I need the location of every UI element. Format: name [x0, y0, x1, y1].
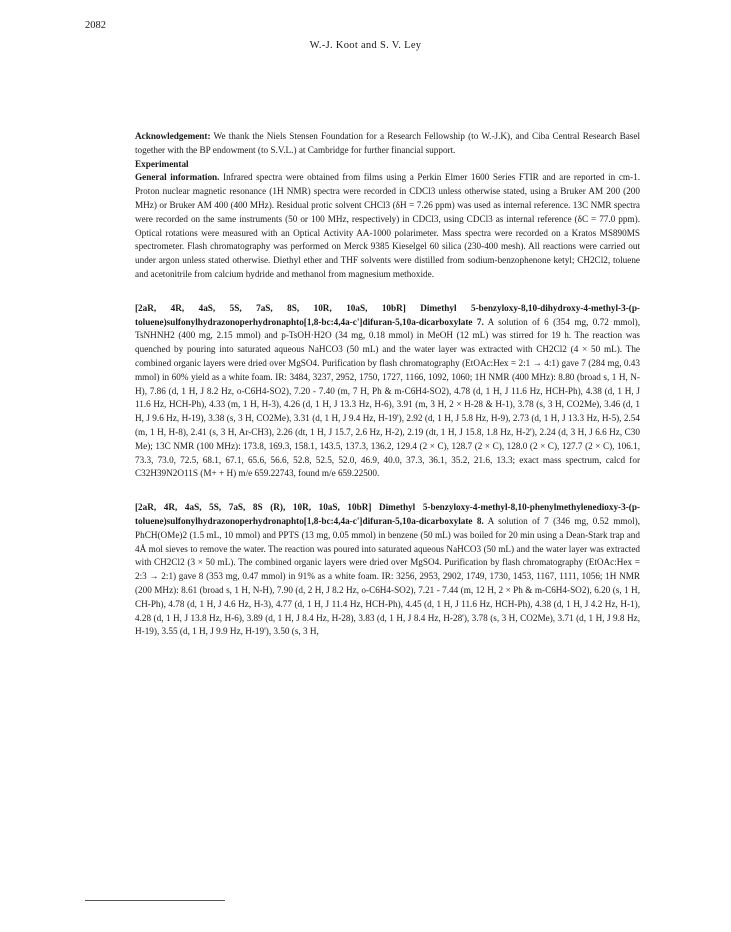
acknowledgement-paragraph	[135, 130, 640, 158]
general-information-paragraph	[135, 171, 640, 281]
compound-8-paragraph	[135, 501, 640, 639]
acknowledgement-text: We thank the Niels Stensen Foundation for a Research Fellowship (to W.-J.K), and Ciba Central Research Basel together with the BP endowment (to S.V.L.) at Cambridge for further financial support.	[135, 131, 640, 155]
compound-8-text: A solution of 7 (346 mg, 0.52 mmol), PhCH(OMe)2 (1.5 mL, 10 mmol) and PPTS (13 mg, 0.05 mmol) in benzene (50 mL) was boiled for 20 min using a Dean-Stark trap and 4Å mol sieves to remove the water. The reaction was poured into saturated aqueous NaHCO3 (50 mL) and the water layer was extracted with CH2Cl2 (3 × 50 mL). The combined organic layers were dried over MgSO4. Purification by flash chromatography (EtOAc:Hex = 2:3 → 2:1) gave 8 (353 mg, 0.47 mmol) in 91% as a white foam. IR: 3256, 2953, 2902, 1749, 1730, 1453, 1167, 1111, 1056; 1H NMR (200 MHz): 8.61 (broad s, 1 H, N-H), 7.90 (d, 2 H, J 8.2 Hz, o-C6H4-SO2), 7.21 - 7.44 (m, 12 H, 2 × Ph & m-C6H4-SO2), 6.20 (s, 1 H, CH-Ph), 4.78 (d, 1 H, J 4.6 Hz, H-3), 4.77 (d, 1 H, J 11.4 Hz, HCH-Ph), 4.45 (d, 1 H, J 11.6 Hz, HCH-Ph), 4.38 (d, 1 H, J 4.2 Hz, H-1), 4.28 (d, 1 H, J 13.8 Hz, H-6), 3.89 (d, 1 H, J 8.4 Hz, H-28), 3.83 (d, 1 H, J 8.4 Hz, H-28'), 3.78 (s, 3 H, CO2Me), 3.71 (d, 1 H, J 9.8 Hz, H-19), 3.55 (d, 1 H, J 9.9 Hz, H-19'), 3.50 (s, 3 H,	[135, 515, 640, 637]
compound-7-paragraph	[135, 302, 640, 481]
general-information-text: Infrared spectra were obtained from films using a Perkin Elmer 1600 Series FTIR and are reported in cm-1. Proton nuclear magnetic resonance (1H NMR) spectra were recorded in CDCl3 unless otherwise stated, using a Bruker AM 200 (200 MHz) or Bruker AM 400 (400 MHz). Residual protic solvent CHCl3 (δH = 7.26 ppm) was used as internal reference. 13C NMR spectra were recorded on the same instruments (50 or 100 MHz, respectively) in CDCl3, using CDCl3 as internal reference (δC = 77.0 ppm). Optical rotations were measured with an Optical Activity AA-1000 polarimeter. Mass spectra were recorded on a Kratos MS890MS spectrometer. Flash chromatography was performed on Merck 9385 Kieselgel 60 silica (230-400 mesh). All reactions were carried out under argon unless stated otherwise. Diethyl ether and THF solvents were distilled from sodium-benzophenone ketyl; CH2Cl2, toluene and acetonitrile from calcium hydride and methanol from magnesium methoxide.	[135, 172, 640, 279]
general-information-label: General information.	[135, 172, 220, 183]
article-body	[135, 130, 640, 639]
page-number: 2082	[85, 20, 106, 31]
compound-7-text: A solution of 6 (354 mg, 0.72 mmol), TsNHNH2 (400 mg, 2.15 mmol) and p-TsOH·H2O (34 mg, 0.18 mmol) in MeOH (12 mL) was stirred for 19 h. The reaction was quenched by pouring into saturated aqueous NaHCO3 (50 mL) and the water layer was extracted with CH2Cl2 (4 × 50 mL). The combined organic layers were dried over MgSO4. Purification by flash chromatography (EtOAc:Hex = 2:1 → 4:1) gave 7 (284 mg, 0.43 mmol) in 60% yield as a white foam. IR: 3484, 3237, 2952, 1750, 1727, 1166, 1092, 1060; 1H NMR (400 MHz): 8.80 (broad s, 1 H, N-H), 7.86 (d, 1 H, J 8.2 Hz, o-C6H4-SO2), 7.20 - 7.40 (m, 7 H, Ph & m-C6H4-SO2), 4.78 (d, 1 H, J 11.6 Hz, HCH-Ph), 4.38 (d, 1 H, J 11.6 Hz, HCH-Ph), 4.33 (m, 1 H, H-3), 4.26 (d, 1 H, J 13.3 Hz, H-6), 3.91 (m, 3 H, 2 × H-28 & H-1), 3.78 (s, 3 H, CO2Me), 3.46 (d, 1 H, J 9.6 Hz, H-19), 3.38 (s, 3 H, CO2Me), 3.31 (d, 1 H, J 9.4 Hz, H-19'), 2.92 (d, 1 H, J 5.8 Hz, H-9), 2.73 (d, 1 H, J 13.3 Hz, H-5), 2.54 (m, 1 H, H-8), 2.41 (s, 3 H, Ar-CH3), 2.26 (dt, 1 H, J 15.7, 2.6 Hz, H-2), 2.19 (dt, 1 H, J 15.8, 1.8 Hz, H-2'), 2.24 (d, 3 H, J 6.6 Hz, C30 Me); 13C NMR (100 MHz): 173.8, 169.3, 158.1, 143.5, 137.3, 136.2, 129.4 (2 × C), 128.7 (2 × C), 128.0 (2 × C), 127.7 (2 × C), 106.1, 73.3, 73.0, 72.5, 68.1, 67.1, 65.6, 56.6, 52.8, 52.5, 52.0, 46.9, 40.0, 37.3, 36.1, 35.2, 21.6, 13.3; exact mass spectrum, calcd for C32H39N2O11S (M+ + H) m/e 659.22743, found m/e 659.22500.	[135, 316, 640, 479]
experimental-heading: Experimental	[135, 158, 189, 169]
footnote-rule	[85, 900, 225, 901]
running-head: W.-J. Koot and S. V. Ley	[309, 40, 422, 51]
acknowledgement-label: Acknowledgement:	[135, 131, 211, 141]
compound-7-title: [2aR, 4R, 4aS, 5S, 7aS, 8S, 10R, 10aS, 10bR] Dimethyl 5-benzyloxy-8,10-dihydroxy-4-methyl-3-(p-toluene)sulfonylhydrazonoperhydronaphto[1,8-bc:4,4a-c']difuran-5,10a-dicarboxylate 7.	[135, 302, 640, 327]
compound-8-title: [2aR, 4R, 4aS, 5S, 7aS, 8S (R), 10R, 10aS, 10bR] Dimethyl 5-benzyloxy-4-methyl-8,10-phenylmethylenedioxy-3-(p-toluene)sulfonylhydrazonoperhydronaphto[1,8-bc:4,4a-c']difuran-5,10a-dicarboxylate 8.	[135, 502, 640, 526]
